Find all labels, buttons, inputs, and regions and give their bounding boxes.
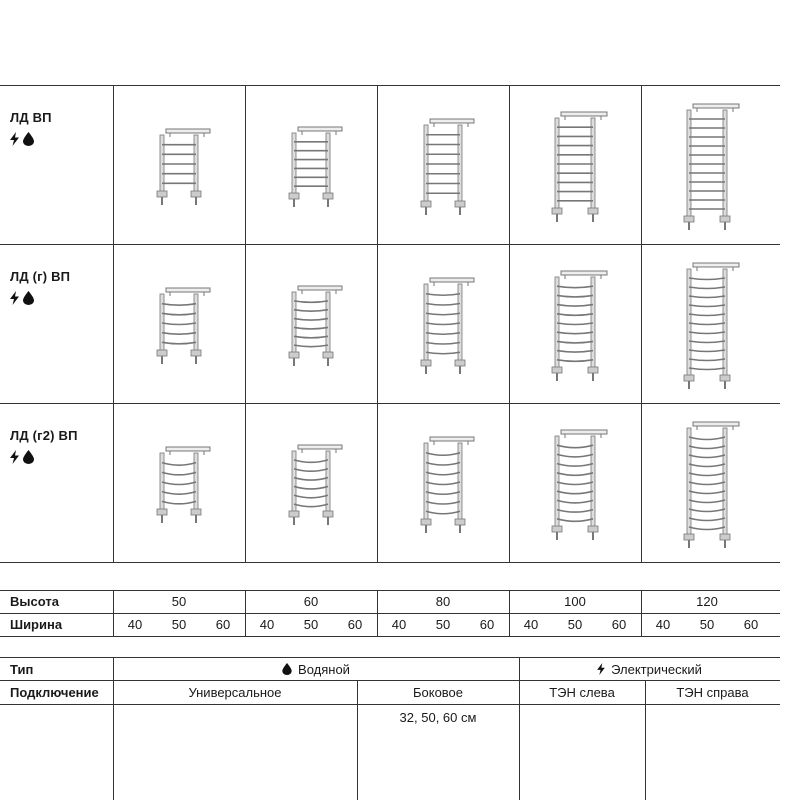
- height-row-label: Высота: [10, 594, 59, 609]
- towel-rail-image: [245, 85, 377, 244]
- model-label: [10, 110, 52, 146]
- width-value: 40: [523, 617, 539, 632]
- side-sizes-text: 32, 50, 60 см: [399, 710, 477, 725]
- width-value: 60: [611, 617, 627, 632]
- width-value: 50: [699, 617, 715, 632]
- conn-table-mid-line: [0, 680, 780, 681]
- towel-rail-image: [641, 244, 773, 403]
- towel-rail-image: [377, 403, 509, 562]
- width-value: 40: [127, 617, 143, 632]
- width-value: 50: [567, 617, 583, 632]
- height-value: 100: [564, 594, 586, 609]
- height-value: 50: [171, 594, 187, 609]
- conn-col-line: [113, 657, 114, 800]
- conn-col-line: [519, 657, 520, 800]
- width-value: 60: [479, 617, 495, 632]
- type-row-label: Тип: [10, 662, 34, 677]
- model-name: ЛД ВП: [10, 110, 52, 125]
- water-drop-icon: [23, 291, 34, 305]
- towel-rail-image: [113, 85, 245, 244]
- height-value: 60: [303, 594, 319, 609]
- dim-table-mid-line: [0, 613, 780, 614]
- electric-type-cell: [519, 662, 780, 677]
- water-type-label: Водяной: [298, 662, 350, 677]
- height-value: 120: [696, 594, 718, 609]
- dim-table-top-line: [0, 590, 780, 591]
- water-drop-icon: [23, 450, 34, 464]
- towel-rail-image: [113, 403, 245, 562]
- towel-rail-image: [641, 85, 773, 244]
- model-name: ЛД (г2) ВП: [10, 428, 78, 443]
- water-drop-icon: [282, 663, 292, 675]
- lightning-icon: [10, 132, 19, 146]
- width-value: 60: [347, 617, 363, 632]
- universal-connection-label: Универсальное: [188, 685, 282, 700]
- width-value: 40: [259, 617, 275, 632]
- electric-type-label: Электрический: [611, 662, 702, 677]
- lightning-icon: [10, 291, 19, 305]
- towel-rail-image: [509, 244, 641, 403]
- towel-rail-image: [245, 244, 377, 403]
- width-value: 50: [435, 617, 451, 632]
- width-value: 40: [391, 617, 407, 632]
- grid-bottom-line: [0, 562, 780, 563]
- width-value: 60: [215, 617, 231, 632]
- model-name: ЛД (г) ВП: [10, 269, 71, 284]
- towel-rail-image: [113, 244, 245, 403]
- width-value: 50: [171, 617, 187, 632]
- lightning-icon: [10, 450, 19, 464]
- conn-table-line: [0, 704, 780, 705]
- lightning-icon: [597, 663, 605, 675]
- height-value: 80: [435, 594, 451, 609]
- conn-table-top-line: [0, 657, 780, 658]
- width-value: 40: [655, 617, 671, 632]
- towel-rail-image: [377, 85, 509, 244]
- towel-rail-image: [509, 403, 641, 562]
- towel-rail-image: [245, 403, 377, 562]
- water-type-cell: [113, 662, 519, 677]
- model-label: [10, 269, 70, 305]
- model-label: [10, 428, 78, 464]
- water-drop-icon: [23, 132, 34, 146]
- towel-rail-image: [377, 244, 509, 403]
- heater-left-label: ТЭН слева: [549, 685, 615, 700]
- heater-right-label: ТЭН справа: [676, 685, 749, 700]
- towel-rail-image: [509, 85, 641, 244]
- width-value: 50: [303, 617, 319, 632]
- dim-table-bottom-line: [0, 636, 780, 637]
- towel-rail-image: [641, 403, 773, 562]
- width-row-label: Ширина: [10, 617, 63, 632]
- connection-row-label: Подключение: [10, 685, 99, 700]
- side-connection-label: Боковое: [412, 685, 464, 700]
- width-value: 60: [743, 617, 759, 632]
